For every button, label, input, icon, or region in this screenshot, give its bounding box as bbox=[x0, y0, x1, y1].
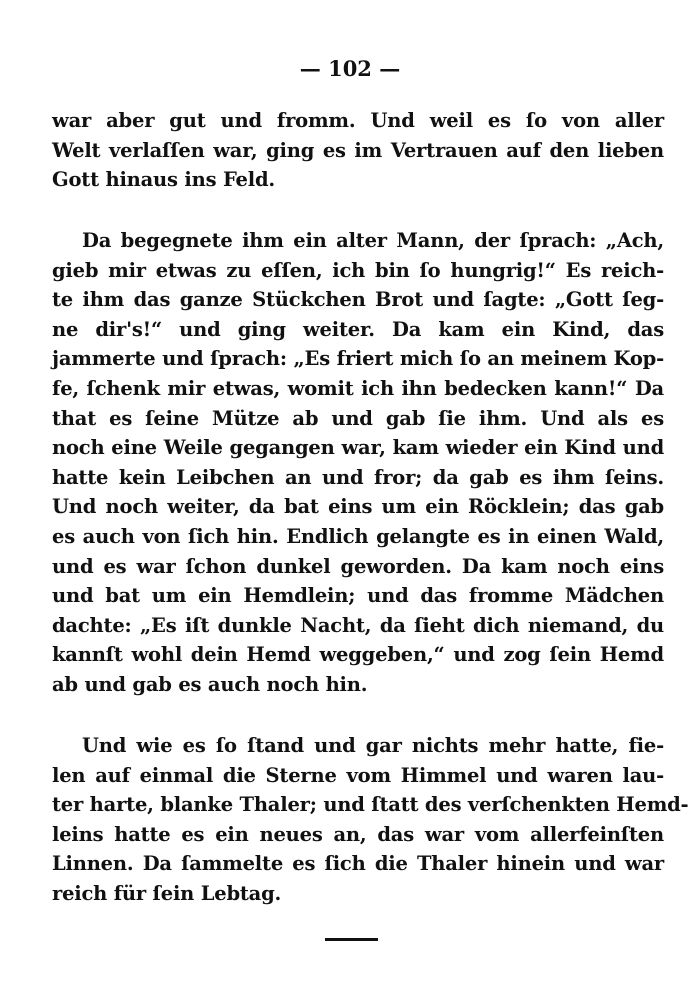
text-line: reich für ſein Lebtag. bbox=[52, 881, 282, 905]
paragraph bbox=[52, 106, 664, 195]
text-line: leins hatte es ein neues an, das war vom allerfeinſten bbox=[52, 822, 664, 846]
text-line: Gott hinaus ins Feld. bbox=[52, 168, 275, 192]
text-line: Und noch weiter, da bat eins um ein Röcklein; das gab bbox=[52, 495, 664, 519]
page-number: — 102 — bbox=[299, 56, 401, 81]
text-line: und bat um ein Hemdlein; und das fromme Mädchen bbox=[52, 584, 664, 608]
text-line: und es war ſchon dunkel geworden. Da kam noch eins bbox=[52, 554, 664, 578]
paragraph bbox=[52, 226, 664, 700]
text-line: ab und gab es auch noch hin. bbox=[52, 672, 368, 696]
end-rule bbox=[325, 938, 378, 941]
text-line: gieb mir etwas zu eſſen, ich bin ſo hungrig!“ Es reich- bbox=[52, 258, 664, 282]
text-line: hatte kein Leibchen an und fror; da gab es ihm ſeins. bbox=[52, 465, 664, 489]
text-line: fe, ſchenk mir etwas, womit ich ihn bedecken kann!“ Da bbox=[52, 376, 664, 400]
text-line: jammerte und ſprach: „Es friert mich ſo an meinem Kop- bbox=[52, 347, 664, 371]
text-line: len auf einmal die Sterne vom Himmel und waren lau- bbox=[52, 763, 664, 787]
text-line: Und wie es ſo ſtand und gar nichts mehr hatte, fie- bbox=[82, 734, 664, 757]
text-line: Welt verlaſſen war, ging es im Vertrauen auf den lieben bbox=[52, 138, 664, 162]
text-line: Linnen. Da ſammelte es ſich die Thaler hinein und war bbox=[52, 852, 664, 876]
text-line: kannſt wohl dein Hemd weggeben,“ und zog ſein Hemd bbox=[52, 643, 664, 667]
text-line: es auch von ſich hin. Endlich gelangte es in einen Wald, bbox=[52, 524, 664, 548]
text-line: Da begegnete ihm ein alter Mann, der ſprach: „Ach, bbox=[82, 229, 664, 252]
text-line: ter harte, blanke Thaler; und ſtatt des verſchenkten Hemd- bbox=[52, 793, 689, 817]
text-line: ne dir's!“ und ging weiter. Da kam ein Kind, das bbox=[52, 317, 664, 341]
text-line: that es ſeine Mütze ab und gab ſie ihm. Und als es bbox=[52, 406, 664, 430]
text-line: dachte: „Es iſt dunkle Nacht, da ſieht dich niemand, du bbox=[52, 613, 664, 637]
text-line: te ihm das ganze Stückchen Brot und ſagte: „Gott ſeg- bbox=[52, 288, 664, 312]
text-line: noch eine Weile gegangen war, kam wieder ein Kind und bbox=[52, 436, 664, 460]
paragraph bbox=[52, 731, 689, 909]
text-line: war aber gut und fromm. Und weil es ſo von aller bbox=[52, 109, 664, 132]
